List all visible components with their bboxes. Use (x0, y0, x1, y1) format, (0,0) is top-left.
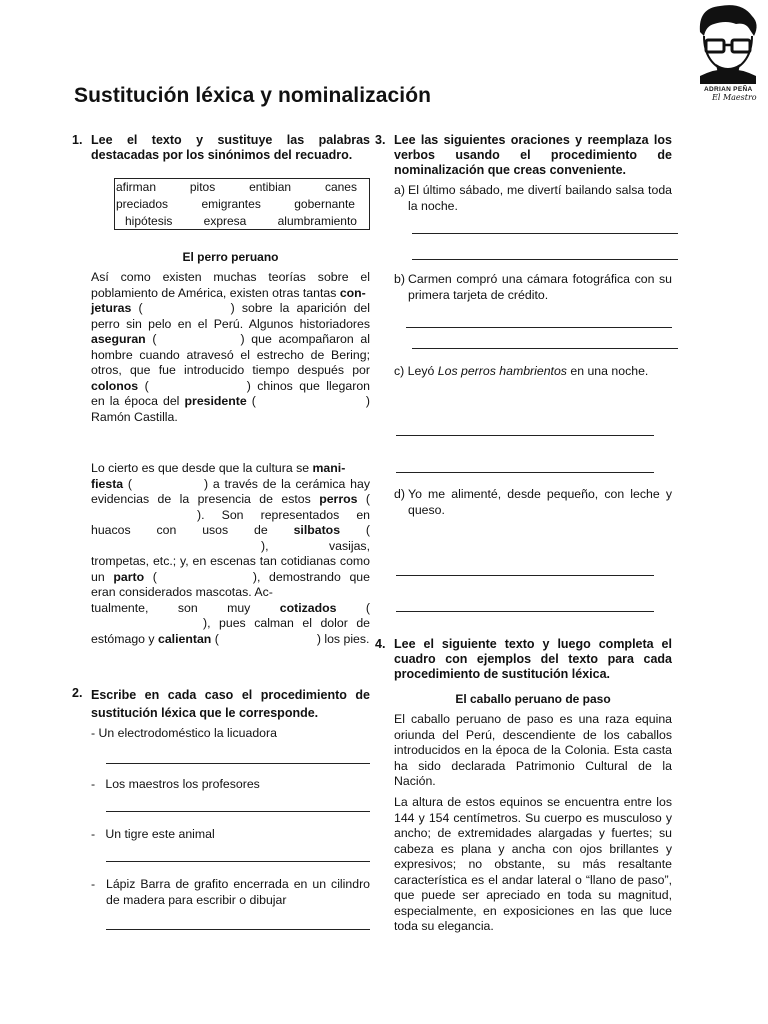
q3c-sentence: c) Leyó Los perros hambrientos en una noche. (394, 364, 649, 378)
paragraph-perro-2: Lo cierto es que desde que la cultura se mani- fiesta ( ) a través de la cerámica hay evidencias de la presencia de estos perros (). Son representados en huacos con usos de silbatos (), vasijas, trompetas, etc.; y, en escenas tan cotidianas como un parto ( ), demostrando que eran considerados mascotas. Ac- tualmente, son muy cotizados (), pues calman el dolor de estómago y calientan ( ) los pies. (91, 461, 370, 646)
page-title: Sustitución léxica y nominalización (74, 84, 432, 107)
paragraph-perro-1: Así como existen muchas teorías sobre el poblamiento de América, existen otras tantas con- jeturas ( ) sobre la aparición del perro sin pelo en el Perú. Algunos historiadores aseguran ( ) que acompañaron al hombre cuando atravesó el estrecho de Bering; otros, que fue introducido tiempo después por colonos ( ) chinos que llegaron en la época del presidente ( ) Ramón Castilla. (91, 270, 370, 424)
q3-instruction: Lee las siguientes oraciones y reemplaza los verbos usando el procedimiento de nominalización que creas conveniente. (394, 133, 672, 177)
logo-subtitle: El Maestro (712, 93, 757, 102)
synonym-word: hipótesis (125, 214, 173, 228)
synonym-word: afirman (116, 180, 157, 194)
answer-line[interactable] (396, 611, 654, 612)
q3a-label: a) (394, 183, 405, 197)
q2-instruction: Escribe en cada caso el procedimiento de sustitución léxica que le corresponde. (91, 688, 370, 720)
q2-item: - Los maestros los profesores (91, 777, 260, 791)
q3b-sentence: Carmen compró una cámara fotográfica con su primera tarjeta de crédito. (408, 272, 672, 302)
synonym-word: entibian (249, 180, 292, 194)
answer-line[interactable] (412, 233, 678, 234)
answer-line[interactable] (396, 435, 654, 436)
q1-instruction: Lee el texto y sustituye las palabras destacadas por los sinónimos del recuadro. (91, 133, 370, 162)
synonym-row (115, 180, 369, 194)
story-title-caballo: El caballo peruano de paso (455, 692, 611, 706)
synonym-box (114, 178, 370, 230)
answer-line[interactable] (106, 763, 370, 764)
answer-line[interactable] (412, 348, 678, 349)
q2-number: 2. (72, 686, 83, 700)
answer-line[interactable] (106, 811, 370, 812)
answer-line[interactable] (406, 327, 672, 328)
answer-line[interactable] (396, 472, 654, 473)
author-logo (690, 2, 766, 102)
answer-line[interactable] (106, 861, 370, 862)
synonym-word: canes (324, 180, 357, 194)
q4-instruction: Lee el siguiente texto y luego completa el cuadro con ejemplos del texto para cada procedimiento de sustitución léxica. (394, 637, 672, 681)
synonym-row (115, 197, 369, 211)
synonym-word: alumbramiento (277, 214, 357, 228)
q3b-label: b) (394, 272, 405, 286)
answer-line[interactable] (412, 259, 678, 260)
answer-line[interactable] (106, 929, 370, 930)
synonym-word: emigrantes (201, 197, 261, 211)
synonym-word: pitos (189, 180, 216, 194)
q1-number: 1. (72, 133, 83, 147)
q2-item: - Un electrodoméstico la licuadora (91, 726, 277, 740)
q2-bullet: - (91, 877, 96, 891)
q4-number: 4. (375, 637, 386, 651)
synonym-word: expresa (203, 214, 247, 228)
synonym-row (115, 214, 369, 228)
answer-line[interactable] (396, 575, 654, 576)
q2-item: Lápiz Barra de grafito encerrada en un cilindro de madera para escribir o dibujar (106, 877, 370, 907)
logo-name: ADRIAN PEÑA (704, 86, 753, 93)
q3d-label: d) (394, 487, 405, 501)
paragraph-caballo-1: El caballo peruano de paso es una raza equina oriunda del Perú, descendiente de los caballos introducidos en la época de la Colonia. Esta casta ha sido declarada Patrimonio Cultural de la Nación. (394, 712, 672, 788)
story-title-perro: El perro peruano (182, 250, 279, 264)
author-portrait-icon (690, 2, 766, 84)
q3-number: 3. (375, 133, 386, 147)
q2-item: - Un tigre este animal (91, 827, 215, 841)
synonym-word: gobernante (294, 197, 355, 211)
paragraph-caballo-2: La altura de estos equinos se encuentra entre los 144 y 154 centímetros. Su cuerpo es musculoso y ancho; de extremidades alargadas y fuertes; su cabeza es plana y ancha con ojos brillantes y expresivos; no obstante, su más resaltante característica es el andar lateral o “llano de paso”, que puede ser apreciado en toda su magnitud, especialmente, en exposiciones en las que luce toda su elegancia. (394, 795, 672, 933)
synonym-word: preciados (116, 197, 169, 211)
q3d-sentence: Yo me alimenté, desde pequeño, con leche y queso. (408, 487, 672, 517)
q3a-sentence: El último sábado, me divertí bailando salsa toda la noche. (408, 183, 672, 213)
